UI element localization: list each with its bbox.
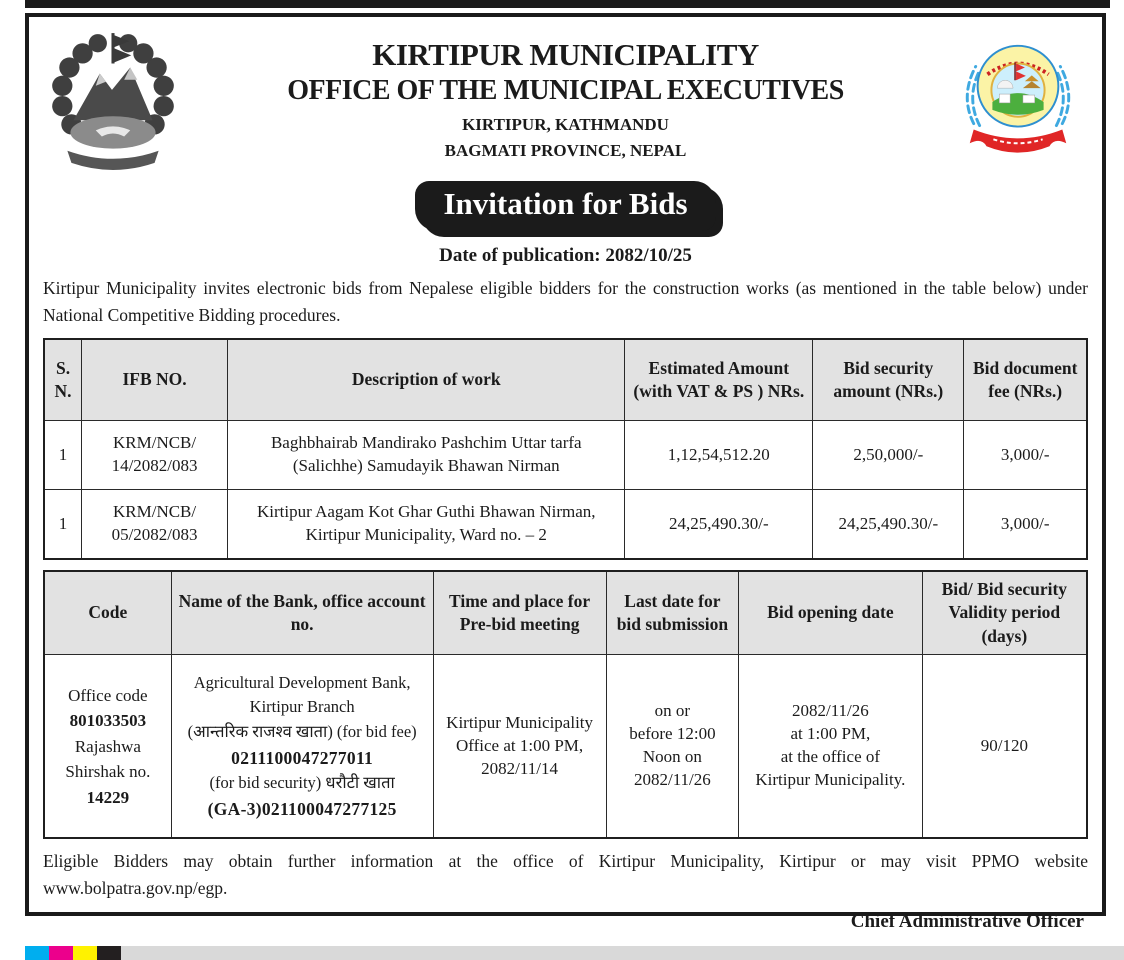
code-line: Shirshak no.: [65, 762, 151, 781]
cell-amount: 24,25,490.30/-: [625, 490, 813, 560]
notice-document-frame: [25, 13, 1106, 932]
office-code-number: 801033503: [69, 711, 147, 730]
cell-validity-period: 90/120: [922, 655, 1087, 839]
footer-note: Eligible Bidders may obtain further information at the office of Kirtipur Municipality, Kirtipur or may visit PPMO website www.bolpatra.gov.np/egp.: [43, 851, 1088, 899]
cell-prebid-meeting: [433, 655, 606, 839]
schedule-table-header-row: [44, 571, 1087, 655]
last-date-line: Noon on: [642, 747, 702, 767]
bank-line: (for bid security) धरौटी खाता: [209, 773, 395, 792]
cell-amount: 1,12,54,512.20: [625, 421, 813, 490]
header-titles: [183, 27, 948, 161]
col-ifb-no: IFB NO.: [82, 339, 228, 421]
col-validity: Bid/ Bid security Validity period (days): [922, 571, 1087, 655]
opening-line: at the office of: [780, 747, 881, 767]
cell-fee: 3,000/-: [964, 490, 1087, 560]
shirshak-number: 14229: [86, 787, 130, 807]
province-line: BAGMATI PROVINCE, NEPAL: [444, 141, 687, 160]
nepal-government-emblem-icon: [43, 27, 183, 173]
code-line: Rajashwa: [74, 736, 141, 756]
publication-date: Date of publication: 2082/10/25: [439, 245, 692, 266]
last-date-line: before 12:00: [629, 724, 716, 744]
cyan-print-chip: [25, 946, 49, 960]
table-row: [44, 490, 1087, 560]
top-rule-bar: [25, 0, 1110, 8]
works-table-header-row: [44, 339, 1087, 421]
last-date-line: on or: [654, 701, 691, 721]
cell-sn: 1: [44, 490, 82, 560]
cell-security: 24,25,490.30/-: [813, 490, 964, 560]
black-print-chip: [97, 946, 121, 960]
table-row: [44, 421, 1087, 490]
last-date-line: 2082/11/26: [633, 770, 711, 790]
bid-fee-account-number: 0211100047277011: [231, 747, 374, 768]
cell-sn: 1: [44, 421, 82, 490]
magenta-print-chip: [49, 946, 73, 960]
cell-security: 2,50,000/-: [813, 421, 964, 490]
col-description: Description of work: [228, 339, 625, 421]
col-opening-date: Bid opening date: [739, 571, 923, 655]
prebid-line: 2082/11/14: [481, 758, 558, 778]
col-sn: S. N.: [44, 339, 82, 421]
cell-last-date: [606, 655, 738, 839]
print-registration-strip: [25, 946, 1124, 960]
col-estimated-amount: Estimated Amount (with VAT & PS ) NRs.: [625, 339, 813, 421]
badge-row: [43, 181, 1088, 231]
cell-office-code: [44, 655, 171, 839]
kirtipur-municipality-logo-icon: [948, 27, 1088, 169]
cell-ifb: KRM/NCB/ 05/2082/083: [82, 490, 228, 560]
city-line: KIRTIPUR, KATHMANDU: [462, 115, 669, 134]
cell-description: Baghbhairab Mandirako Pashchim Uttar tarfa (Salichhe) Samudayik Bhawan Nirman: [228, 421, 625, 490]
office-title: OFFICE OF THE MUNICIPAL EXECUTIVES: [287, 75, 844, 106]
cell-bank-accounts: [171, 655, 433, 839]
cell-description: Kirtipur Aagam Kot Ghar Guthi Bhawan Nirman, Kirtipur Municipality, Ward no. – 2: [228, 490, 625, 560]
schedule-table: [43, 570, 1088, 839]
cell-opening-date: [739, 655, 923, 839]
col-bid-doc-fee: Bid document fee (NRs.): [964, 339, 1087, 421]
yellow-print-chip: [73, 946, 97, 960]
prebid-line: Office at 1:00 PM,: [456, 735, 584, 755]
bank-line: Kirtipur Branch: [249, 697, 355, 717]
bank-line: (आन्तरिक राजश्व खाता) (for bid fee): [187, 722, 417, 741]
invitation-badge: Invitation for Bids: [415, 181, 715, 231]
gray-print-bar: [121, 946, 1124, 960]
cell-ifb: KRM/NCB/ 14/2082/083: [82, 421, 228, 490]
org-title: KIRTIPUR MUNICIPALITY: [372, 37, 759, 72]
table-row: [44, 655, 1087, 839]
col-bank: Name of the Bank, office account no.: [171, 571, 433, 655]
opening-line: Kirtipur Municipality.: [755, 770, 906, 790]
col-prebid-meeting: Time and place for Pre-bid meeting: [433, 571, 606, 655]
prebid-line: Kirtipur Municipality: [446, 712, 594, 732]
col-code: Code: [44, 571, 171, 655]
opening-line: 2082/11/26: [791, 701, 869, 721]
col-bid-security: Bid security amount (NRs.): [813, 339, 964, 421]
cell-fee: 3,000/-: [964, 421, 1087, 490]
signature-title: Chief Administrative Officer: [850, 910, 1084, 932]
opening-line: at 1:00 PM,: [790, 724, 871, 744]
intro-paragraph: Kirtipur Municipality invites electronic bids from Nepalese eligible bidders for the construction works (as mentioned in the table below) under National Competitive Bidding procedures.: [43, 278, 1088, 326]
col-last-date: Last date for bid submission: [606, 571, 738, 655]
document-header: [43, 27, 1088, 173]
bank-line: Agricultural Development Bank,: [193, 672, 411, 692]
works-table: [43, 338, 1088, 560]
code-line: Office code: [68, 685, 148, 705]
bid-security-account-number: (GA-3)021100047277125: [207, 798, 397, 819]
